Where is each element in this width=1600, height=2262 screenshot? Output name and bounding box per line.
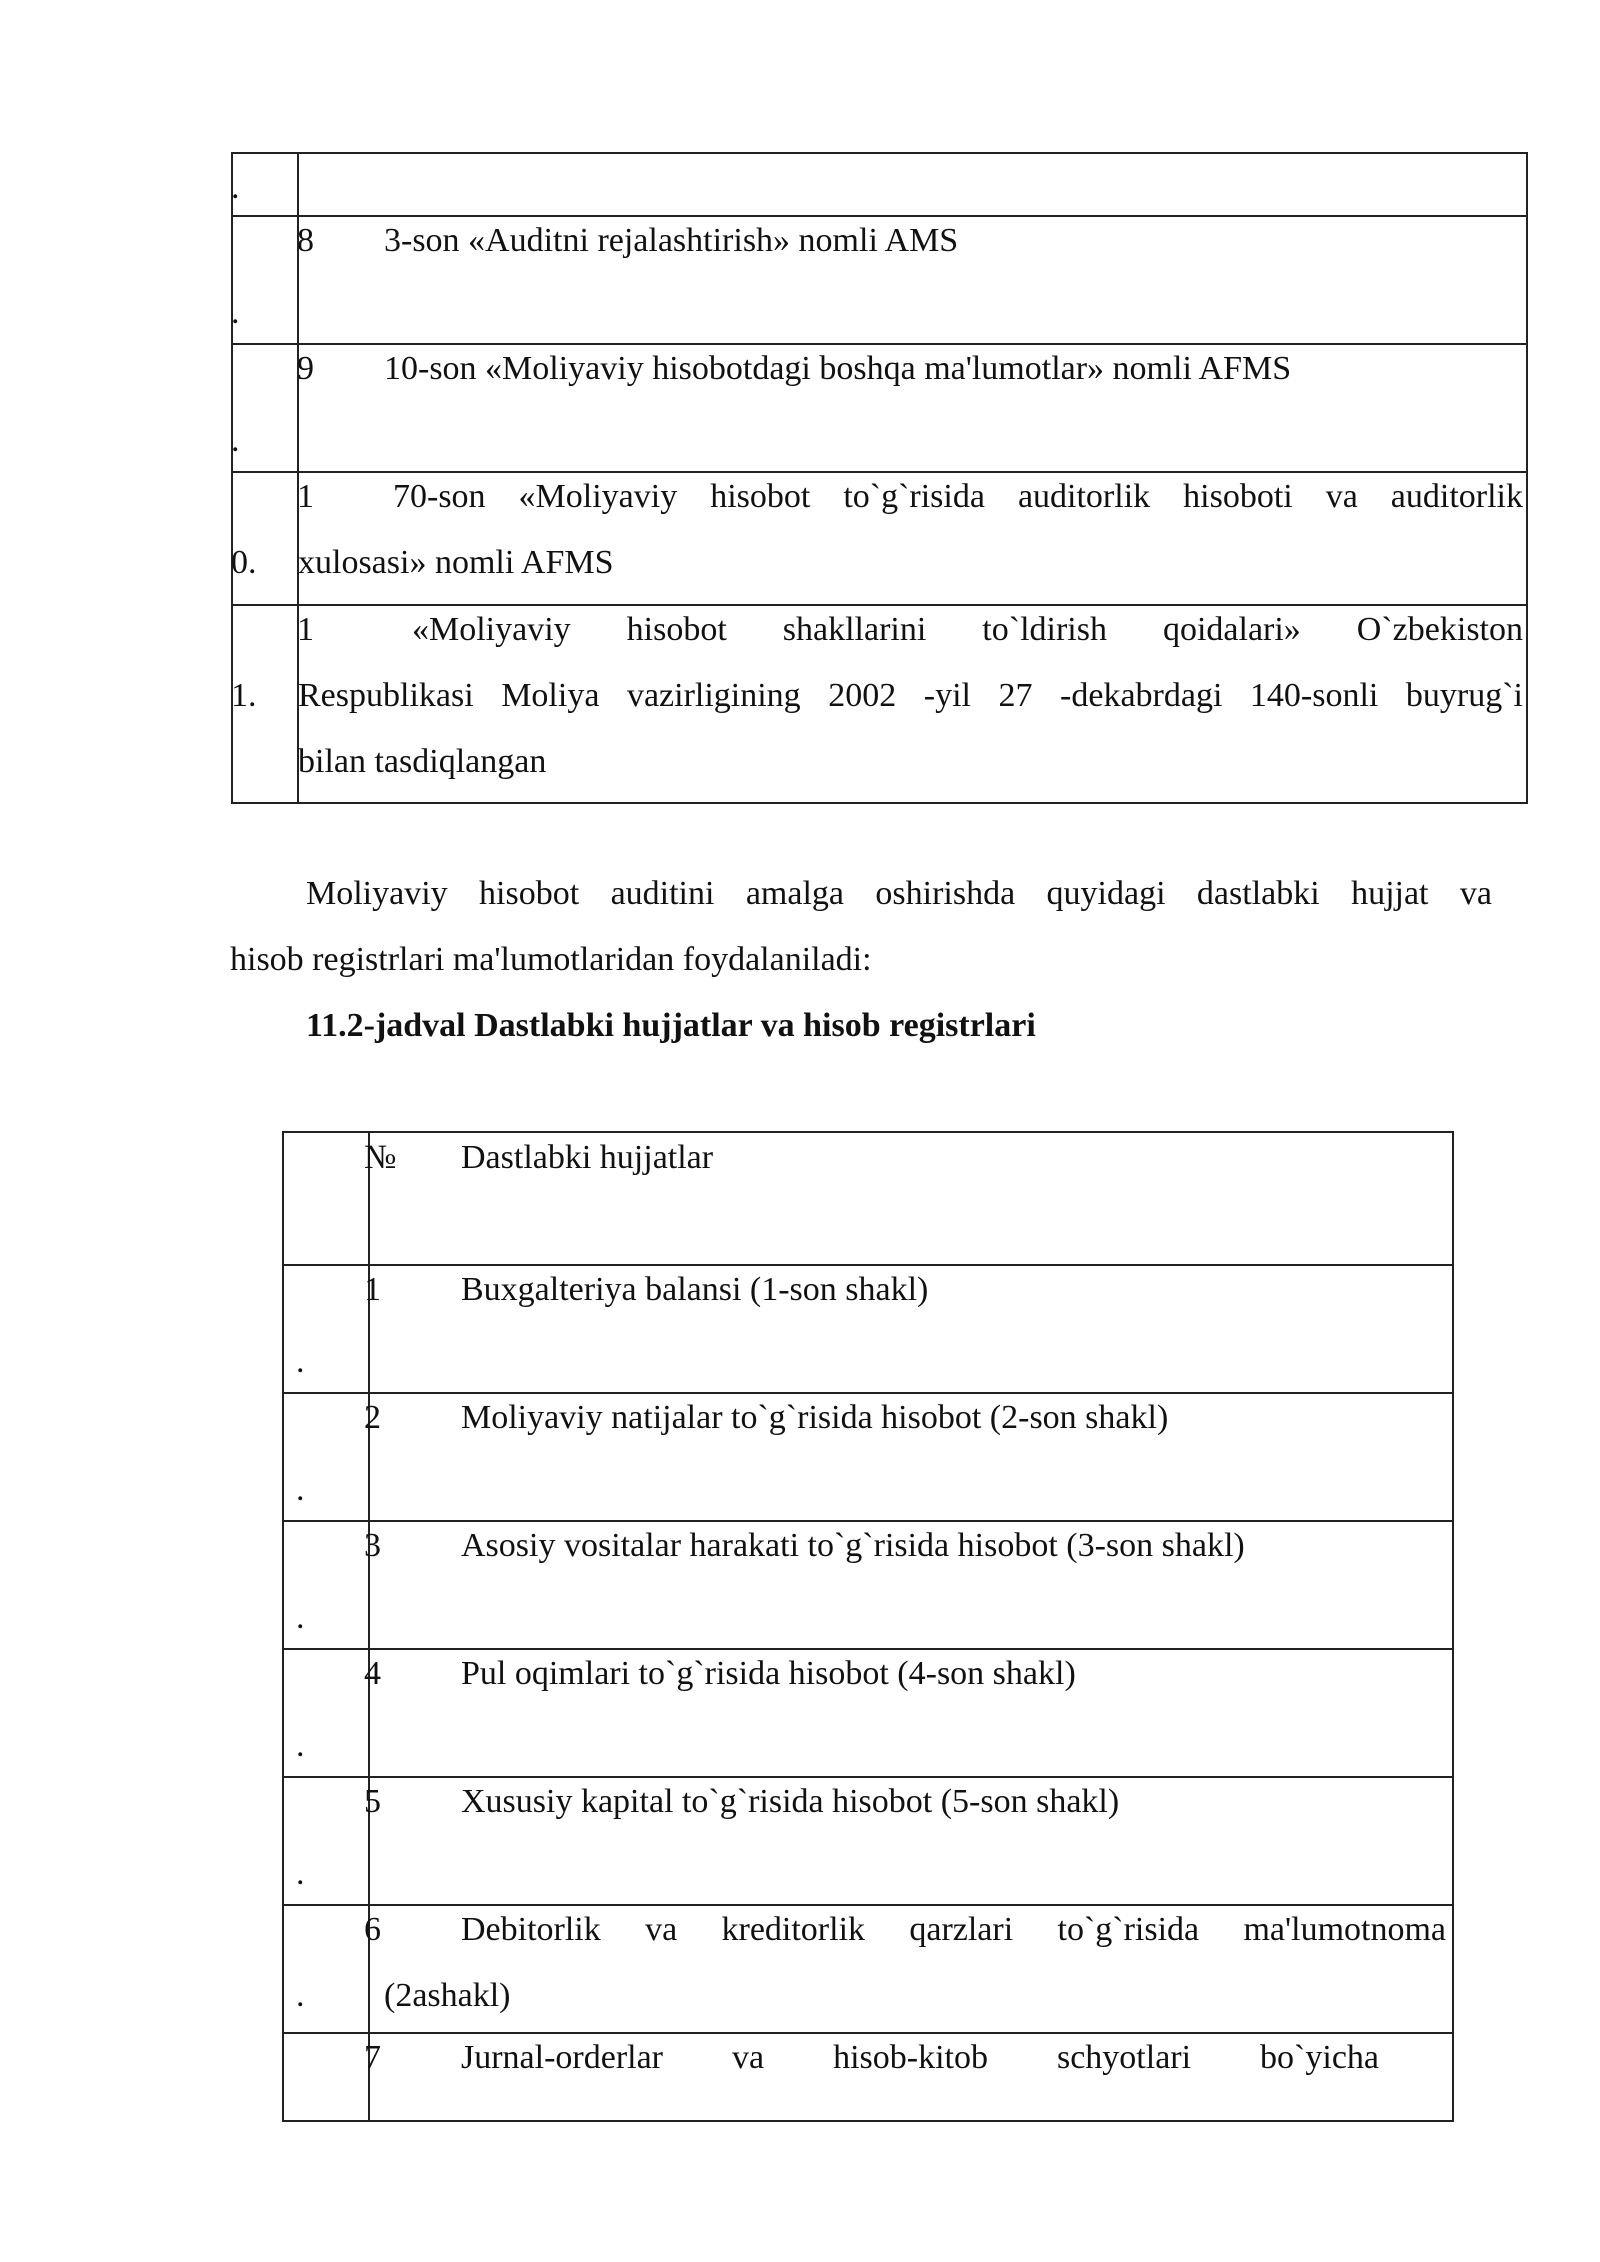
table-row-number: 1 (297, 478, 314, 515)
table-row-text-line: Jurnal-orderlar va hisob-kitob schyotlari bo`yicha (461, 2039, 1379, 2076)
table-row-marker: . (231, 169, 240, 206)
body-paragraph-line: Moliyaviy hisobot auditini amalga oshirishda quyidagi dastlabki hujjat va (306, 875, 1492, 912)
table-row-marker: . (231, 294, 240, 331)
table-caption: 11.2-jadval Dastlabki hujjatlar va hisob registrlari (306, 1007, 1036, 1044)
table-row-text-line: 70-son «Moliyaviy hisobot to`g`risida auditorlik hisoboti va auditorlik (393, 478, 1523, 515)
table-row-text: Buxgalteriya balansi (1-son shakl) (461, 1271, 929, 1308)
table-row-text: 3-son «Auditni rejalashtirish» nomli AMS (384, 222, 959, 259)
table-row-text: Pul oqimlari to`g`risida hisobot (4-son shakl) (461, 1655, 1076, 1692)
table-row-number: 1 (364, 1271, 381, 1308)
table-header-number: № (364, 1139, 397, 1176)
table-row-text: 10-son «Moliyaviy hisobotdagi boshqa ma'lumotlar» nomli AFMS (384, 350, 1292, 387)
body-paragraph-line: hisob registrlari ma'lumotlaridan foydalaniladi: (230, 941, 872, 978)
table-row-number: 2 (364, 1399, 381, 1436)
table-row-text: Xususiy kapital to`g`risida hisobot (5-son shakl) (461, 1783, 1120, 1820)
table-row-marker: . (296, 1855, 305, 1892)
table-row-marker: 1. (231, 677, 257, 714)
table-row-number: 5 (364, 1783, 381, 1820)
table-row-text-line: (2ashakl) (384, 1977, 511, 2014)
table-row-number: 1 (297, 611, 314, 648)
table-row-number: 4 (364, 1655, 381, 1692)
table-row-marker: . (296, 1471, 305, 1508)
table-row-number: 8 (297, 222, 314, 259)
table-row-text-line: «Moliyaviy hisobot shakllarini to`ldirish qoidalari» O`zbekiston (412, 611, 1523, 648)
table-row-number: 7 (364, 2039, 381, 2076)
table-row-text: Moliyaviy natijalar to`g`risida hisobot (2-son shakl) (461, 1399, 1169, 1436)
table-row-marker: . (296, 1727, 305, 1764)
table-row-text-line: Debitorlik va kreditorlik qarzlari to`g`risida ma'lumotnoma (461, 1911, 1446, 1948)
table-row-number: 6 (364, 1911, 381, 1948)
table-row-text: Asosiy vositalar harakati to`g`risida hisobot (3-son shakl) (461, 1527, 1245, 1564)
table-row-marker: 0. (231, 544, 257, 581)
table-row-marker: . (231, 422, 240, 459)
table-row-text-line: xulosasi» nomli AFMS (298, 544, 614, 581)
table-row-marker: . (296, 1977, 305, 2014)
table-row-number: 3 (364, 1527, 381, 1564)
table-row-text-line: Respublikasi Moliya vazirligining 2002 -yil 27 -dekabrdagi 140-sonli buyrug`i (298, 677, 1523, 714)
table-row-marker: . (296, 1599, 305, 1636)
table-row-number: 9 (297, 350, 314, 387)
table-row-marker: . (296, 1343, 305, 1380)
table-row-text-line: bilan tasdiqlangan (298, 743, 547, 780)
table-header-text: Dastlabki hujjatlar (461, 1139, 714, 1176)
